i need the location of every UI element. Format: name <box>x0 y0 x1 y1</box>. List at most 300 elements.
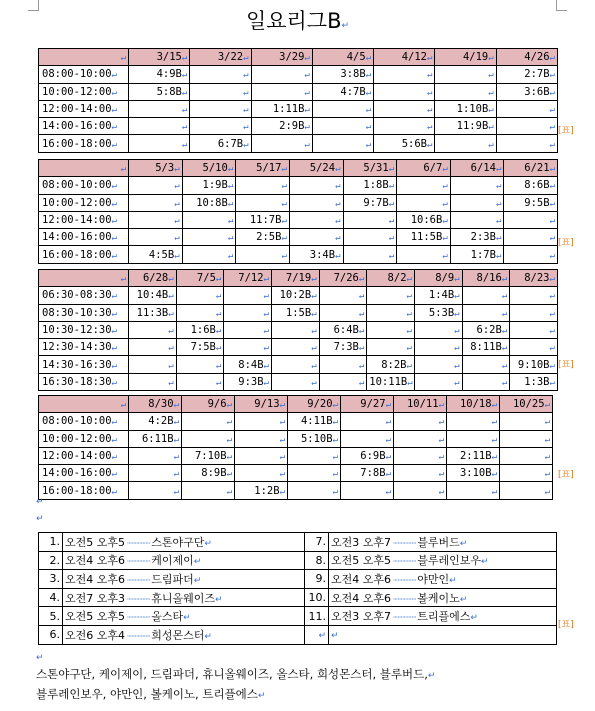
match-cell <box>510 373 558 390</box>
team-number <box>305 588 329 607</box>
paragraph-mark: ↵ <box>111 291 117 302</box>
match-cell <box>319 287 367 304</box>
paragraph-mark: ↵ <box>311 360 317 371</box>
match-cell-text: 4:5B <box>148 248 175 261</box>
date-header-text: 8/9 <box>435 272 455 285</box>
team-pm-slot: 오후6 <box>96 572 126 586</box>
team-names-line-1 <box>36 666 435 682</box>
time-slot <box>39 211 129 228</box>
paragraph-mark: ↵ <box>215 377 222 388</box>
paragraph-mark: ↵ <box>438 452 444 463</box>
date-header-text: 4/5 <box>346 51 366 64</box>
paragraph-mark: ↵ <box>358 360 365 371</box>
date-header <box>129 396 182 413</box>
match-cell <box>374 66 435 83</box>
paragraph-mark: ↵ <box>438 486 444 497</box>
date-header-text: 9/13 <box>254 398 280 411</box>
table-row <box>39 482 553 499</box>
paragraph-mark: ↵ <box>111 377 117 388</box>
paragraph-mark: ↵ <box>332 469 338 480</box>
match-cell <box>504 194 558 211</box>
table-row <box>39 135 558 152</box>
paragraph-mark: ↵ <box>243 70 249 81</box>
paragraph-mark: ↵ <box>173 417 179 428</box>
header-row <box>39 396 553 413</box>
schedule-table-4 <box>38 395 553 500</box>
paragraph-mark: ↵ <box>257 691 266 701</box>
date-header <box>435 49 496 66</box>
match-cell <box>289 246 343 263</box>
date-header <box>367 270 415 287</box>
paragraph-mark: ↵ <box>549 53 555 64</box>
paragraph-mark: ↵ <box>263 377 269 388</box>
date-header-text: 3/29 <box>279 51 305 64</box>
time-slot <box>39 339 129 356</box>
time-slot-text: 08:00-10:00 <box>42 68 112 81</box>
paragraph-mark: ↵ <box>332 486 338 497</box>
date-header <box>129 49 190 66</box>
paragraph-mark: ↵ <box>226 400 232 411</box>
match-cell-text: 1:9B <box>202 179 228 192</box>
date-header <box>447 396 500 413</box>
match-cell-text: 5:6B <box>401 137 427 150</box>
match-cell-text: 11:5B <box>410 231 443 244</box>
paragraph-mark: ↵ <box>304 70 310 81</box>
paragraph-mark: ↵ <box>243 139 249 150</box>
match-cell <box>341 447 394 464</box>
match-cell-text: 2:7B <box>524 68 550 81</box>
paragraph-mark: ↵ <box>226 452 232 463</box>
match-cell <box>414 373 462 390</box>
paragraph-mark: ↵ <box>332 434 338 445</box>
paragraph-mark: ↵ <box>193 575 202 586</box>
match-cell <box>414 321 462 338</box>
match-cell <box>235 482 288 499</box>
time-slot <box>39 194 129 211</box>
paragraph-mark: ↵ <box>111 417 117 428</box>
match-cell <box>504 229 558 246</box>
paragraph-mark: ↵ <box>174 198 180 209</box>
match-cell <box>289 229 343 246</box>
paragraph-mark: ↵ <box>227 250 234 261</box>
match-cell <box>343 246 397 263</box>
date-header <box>500 396 553 413</box>
paragraph-mark: ↵ <box>311 377 317 388</box>
paragraph-mark: ↵ <box>243 53 249 64</box>
match-cell-text: 4:2B <box>148 415 174 428</box>
team-entry <box>63 551 305 570</box>
match-cell <box>236 177 290 194</box>
paragraph-mark: ↵ <box>549 181 555 192</box>
team-am-slot: 오전7 <box>65 591 94 605</box>
match-cell <box>397 229 451 246</box>
paragraph-mark: ↵ <box>488 139 494 150</box>
team-entry <box>329 570 557 589</box>
team-entry <box>63 607 305 626</box>
paragraph-mark: ↵ <box>491 417 497 428</box>
paragraph-mark: ↵ <box>549 70 555 81</box>
match-cell <box>129 413 182 430</box>
match-cell <box>224 373 272 390</box>
match-cell <box>504 246 558 263</box>
match-cell <box>182 482 235 499</box>
paragraph-mark: ↵ <box>215 343 222 354</box>
paragraph-mark: ↵ <box>406 274 412 285</box>
paragraph-mark: ↵ <box>111 105 117 116</box>
table-row <box>39 607 557 626</box>
match-cell <box>182 211 236 228</box>
date-header-text: 8/16 <box>476 272 502 285</box>
match-cell <box>510 339 558 356</box>
date-header-text: 5/17 <box>256 162 282 175</box>
paragraph-mark: ↵ <box>488 53 494 64</box>
match-cell-text: 4:9B <box>156 68 182 81</box>
paragraph-mark: ↵ <box>549 198 555 209</box>
match-cell <box>182 194 236 211</box>
match-cell <box>450 211 504 228</box>
paragraph-mark: ↵ <box>168 343 174 354</box>
match-cell <box>312 135 373 152</box>
tab-leader: ··············· <box>391 613 418 623</box>
time-slot-text: 08:00-10:00 <box>42 415 112 428</box>
team-pm-slot: 오후6 <box>96 554 126 568</box>
corner-cell <box>39 49 129 66</box>
time-slot <box>39 482 129 499</box>
date-header <box>414 270 462 287</box>
paragraph-mark: ↵ <box>365 87 372 98</box>
paragraph-mark: ↵ <box>481 557 489 568</box>
paragraph-mark: ↵ <box>227 216 234 227</box>
paragraph-mark: ↵ <box>111 308 117 319</box>
date-header-text: 5/24 <box>309 162 336 175</box>
paragraph-mark: ↵ <box>365 70 372 81</box>
time-slot <box>39 430 129 447</box>
time-slot <box>39 229 129 246</box>
paragraph-mark: ↵ <box>385 486 391 497</box>
match-cell <box>450 229 504 246</box>
paragraph-mark: ↵ <box>549 164 555 175</box>
match-cell <box>251 66 312 83</box>
match-cell <box>319 304 367 321</box>
paragraph-mark: ↵ <box>438 400 444 411</box>
team-number-text: 4. <box>49 591 60 605</box>
table-row <box>39 100 558 117</box>
table-row <box>39 66 558 83</box>
paragraph-mark: ↵ <box>215 308 222 319</box>
paragraph-mark: ↵ <box>215 360 222 371</box>
match-cell <box>182 447 235 464</box>
paragraph-mark: ↵ <box>495 181 502 192</box>
date-header <box>176 270 224 287</box>
time-slot <box>39 413 129 430</box>
paragraph-mark: ↵ <box>549 139 555 150</box>
paragraph-mark: ↵ <box>181 105 188 116</box>
match-cell-text: 1:2B <box>254 484 280 497</box>
match-cell <box>450 194 504 211</box>
paragraph-mark: ↵ <box>454 308 460 319</box>
team-number <box>305 570 329 589</box>
table-row <box>39 465 553 482</box>
team-number-text: 3. <box>49 572 60 586</box>
paragraph-mark: ↵ <box>281 250 287 261</box>
match-cell <box>462 304 510 321</box>
paragraph-mark: ↵ <box>549 87 555 98</box>
team-am-slot: 오전3 <box>331 535 360 549</box>
paragraph-mark: ↵ <box>544 452 550 463</box>
paragraph-mark: ↵ <box>358 377 365 388</box>
paragraph-mark: ↵ <box>495 164 502 175</box>
match-cell-text: 11:9B <box>456 120 489 133</box>
table-row <box>39 287 558 304</box>
paragraph-mark: ↵ <box>281 181 287 192</box>
team-name: 스톤야구단 <box>151 535 205 549</box>
paragraph-mark: ↵ <box>111 87 117 98</box>
paragraph-mark: ↵ <box>406 291 412 302</box>
team-number <box>305 551 329 570</box>
match-cell <box>367 304 415 321</box>
match-cell-text: 5:8B <box>156 85 182 98</box>
date-header <box>504 160 558 177</box>
match-cell-text: 3:10B <box>459 467 492 480</box>
date-header <box>289 160 343 177</box>
team-am-slot: 오전4 <box>331 591 360 605</box>
time-slot <box>39 321 129 338</box>
time-slot-text: 08:00-10:00 <box>42 179 112 192</box>
match-cell-text: 2:3B <box>470 231 496 244</box>
match-cell-text: 10:2B <box>279 289 312 302</box>
time-slot <box>39 287 129 304</box>
match-cell <box>319 373 367 390</box>
match-cell <box>288 482 341 499</box>
tab-leader: ··············· <box>391 594 418 604</box>
match-cell <box>496 118 557 135</box>
time-slot-text: 16:30-18:30 <box>42 375 112 388</box>
team-number <box>305 533 329 552</box>
time-slot-text: 14:00-16:00 <box>42 120 112 133</box>
match-cell-text: 1:8B <box>363 179 389 192</box>
match-cell <box>129 118 190 135</box>
match-cell <box>462 339 510 356</box>
paragraph-mark: ↵ <box>111 486 117 497</box>
time-slot-text: 14:00-16:00 <box>42 231 112 244</box>
match-cell <box>251 135 312 152</box>
time-slot <box>39 83 129 100</box>
date-header-text: 8/30 <box>148 398 174 411</box>
date-header-text: 9/27 <box>360 398 386 411</box>
paragraph-mark: ↵ <box>332 417 338 428</box>
match-cell <box>394 482 447 499</box>
match-cell <box>462 321 510 338</box>
date-header-text: 7/5 <box>196 272 216 285</box>
paragraph-mark: ↵ <box>491 434 497 445</box>
paragraph-mark: ↵ <box>388 216 395 227</box>
paragraph-mark: ↵ <box>491 452 497 463</box>
team-number-text: 5. <box>49 609 60 623</box>
team-entry <box>329 551 557 570</box>
match-cell <box>182 229 236 246</box>
team-entry <box>63 533 305 552</box>
team-am-slot: 오전4 <box>65 554 94 568</box>
match-cell <box>236 211 290 228</box>
paragraph-mark: ↵ <box>281 164 287 175</box>
match-cell <box>343 177 397 194</box>
tab-leader: ··············· <box>125 631 152 641</box>
paragraph-mark: ↵ <box>388 181 395 192</box>
date-header <box>235 396 288 413</box>
match-cell-text: 8:11B <box>470 341 502 354</box>
date-header <box>182 396 235 413</box>
paragraph-mark: ↵ <box>549 216 555 227</box>
match-cell <box>367 373 415 390</box>
date-header <box>129 160 183 177</box>
paragraph-mark: ↵ <box>549 291 555 302</box>
paragraph-mark: ↵ <box>226 434 232 445</box>
team-number <box>39 533 63 552</box>
paragraph-mark: ↵ <box>406 360 412 371</box>
match-cell <box>500 430 553 447</box>
paragraph-mark: ↵ <box>168 308 174 319</box>
match-cell-text: 7:5B <box>190 341 216 354</box>
paragraph-mark: ↵ <box>442 250 448 261</box>
team-entry <box>63 625 305 644</box>
match-cell <box>271 304 319 321</box>
paragraph-mark: ↵ <box>495 250 502 261</box>
paragraph-mark: ↵ <box>406 343 412 354</box>
corner-cell <box>39 160 129 177</box>
team-number <box>305 625 329 644</box>
match-cell <box>341 465 394 482</box>
paragraph-mark: ↵ <box>449 575 457 586</box>
paragraph-mark: ↵ <box>335 216 341 227</box>
match-cell <box>450 177 504 194</box>
paragraph-mark: ↵ <box>388 250 395 261</box>
paragraph-mark: ↵ <box>304 122 310 133</box>
paragraph-mark: ↵ <box>438 417 444 428</box>
paragraph-mark: ↵ <box>226 417 232 428</box>
match-cell <box>190 118 251 135</box>
time-slot-text: 08:30-10:30 <box>42 306 112 319</box>
match-cell-text: 7:3B <box>333 341 359 354</box>
match-cell <box>394 447 447 464</box>
match-cell <box>190 66 251 83</box>
team-entry <box>329 533 557 552</box>
match-cell <box>319 321 367 338</box>
paragraph-mark: ↵ <box>174 164 180 175</box>
corner-cell <box>39 270 129 287</box>
match-cell <box>319 339 367 356</box>
paragraph-mark: ↵ <box>168 360 174 371</box>
paragraph-mark: ↵ <box>263 360 269 371</box>
paragraph-mark: ↵ <box>332 400 338 411</box>
paragraph-mark: ↵ <box>204 538 212 549</box>
corner-cell <box>39 396 129 413</box>
paragraph-mark: ↵ <box>111 360 117 371</box>
team-number <box>39 625 63 644</box>
paragraph-mark: ↵ <box>491 400 497 411</box>
match-cell <box>176 373 224 390</box>
time-slot <box>39 447 129 464</box>
paragraph-mark: ↵ <box>544 469 550 480</box>
paragraph-mark: ↵ <box>488 122 494 133</box>
paragraph-mark: ↵ <box>427 671 436 681</box>
paragraph-mark: ↵ <box>174 181 180 192</box>
team-number-text: 9. <box>315 572 326 586</box>
date-header-text: 3/22 <box>217 51 244 64</box>
table-row <box>39 625 557 644</box>
time-slot <box>39 118 129 135</box>
match-cell-text: 5:3B <box>428 306 455 319</box>
team-am-slot: 오전4 <box>65 572 94 586</box>
team-name: 트리플에스 <box>417 610 471 624</box>
tab-leader: ··············· <box>125 613 152 623</box>
paragraph-mark: ↵ <box>111 139 117 150</box>
paragraph-mark: ↵ <box>454 291 460 302</box>
paragraph-mark: ↵ <box>358 308 365 319</box>
paragraph-mark: ↵ <box>173 452 179 463</box>
match-cell <box>447 447 500 464</box>
match-cell <box>235 430 288 447</box>
match-cell <box>462 287 510 304</box>
date-header <box>510 270 558 287</box>
match-cell <box>129 83 190 100</box>
paragraph-mark: ↵ <box>501 291 508 302</box>
paragraph-mark: ↵ <box>388 233 395 244</box>
paragraph-mark: ↵ <box>181 139 188 150</box>
match-cell-text: 9:10B <box>517 358 550 371</box>
match-cell <box>435 118 496 135</box>
match-cell-text: 6:2B <box>476 324 502 337</box>
paragraph-mark: ↵ <box>215 291 222 302</box>
match-cell <box>374 118 435 135</box>
paragraph-mark: ↵ <box>111 181 117 192</box>
team-number <box>39 551 63 570</box>
schedule-table-3 <box>38 269 558 391</box>
time-slot <box>39 66 129 83</box>
match-cell <box>496 135 557 152</box>
team-names-text-1: 스톤야구단, 케이제이, 드림파더, 휴니올웨이즈, 올스타, 희성몬스터, 블루버드, <box>36 667 428 681</box>
table-row <box>39 194 558 211</box>
date-header-text: 8/23 <box>524 272 550 285</box>
team-entry <box>329 625 557 644</box>
date-header-text: 7/19 <box>285 272 312 285</box>
paragraph-mark: ↵ <box>501 274 508 285</box>
date-header-text: 10/25 <box>512 398 545 411</box>
match-cell <box>447 413 500 430</box>
match-cell-text: 1:11B <box>272 103 305 116</box>
time-slot-text: 10:00-12:00 <box>42 85 112 98</box>
team-name: 케이제이 <box>151 554 194 568</box>
match-cell-text: 2:9B <box>279 120 305 133</box>
match-cell <box>129 430 182 447</box>
team-pm-slot: 오후5 <box>362 554 392 568</box>
team-pm-slot: 오후6 <box>362 572 392 586</box>
teams-table <box>38 532 557 645</box>
paragraph-mark: ↵ <box>388 164 395 175</box>
team-name: 블루레인보우 <box>417 554 482 568</box>
title-text: 일요리그B <box>245 9 342 33</box>
match-cell <box>176 356 224 373</box>
paragraph-mark: ↵ <box>544 434 550 445</box>
paragraph-mark: ↵ <box>183 613 191 624</box>
match-cell <box>190 100 251 117</box>
date-header <box>397 160 451 177</box>
match-cell <box>224 304 272 321</box>
date-header <box>319 270 367 287</box>
match-cell <box>341 413 394 430</box>
match-cell <box>510 321 558 338</box>
match-cell <box>374 135 435 152</box>
time-slot <box>39 465 129 482</box>
